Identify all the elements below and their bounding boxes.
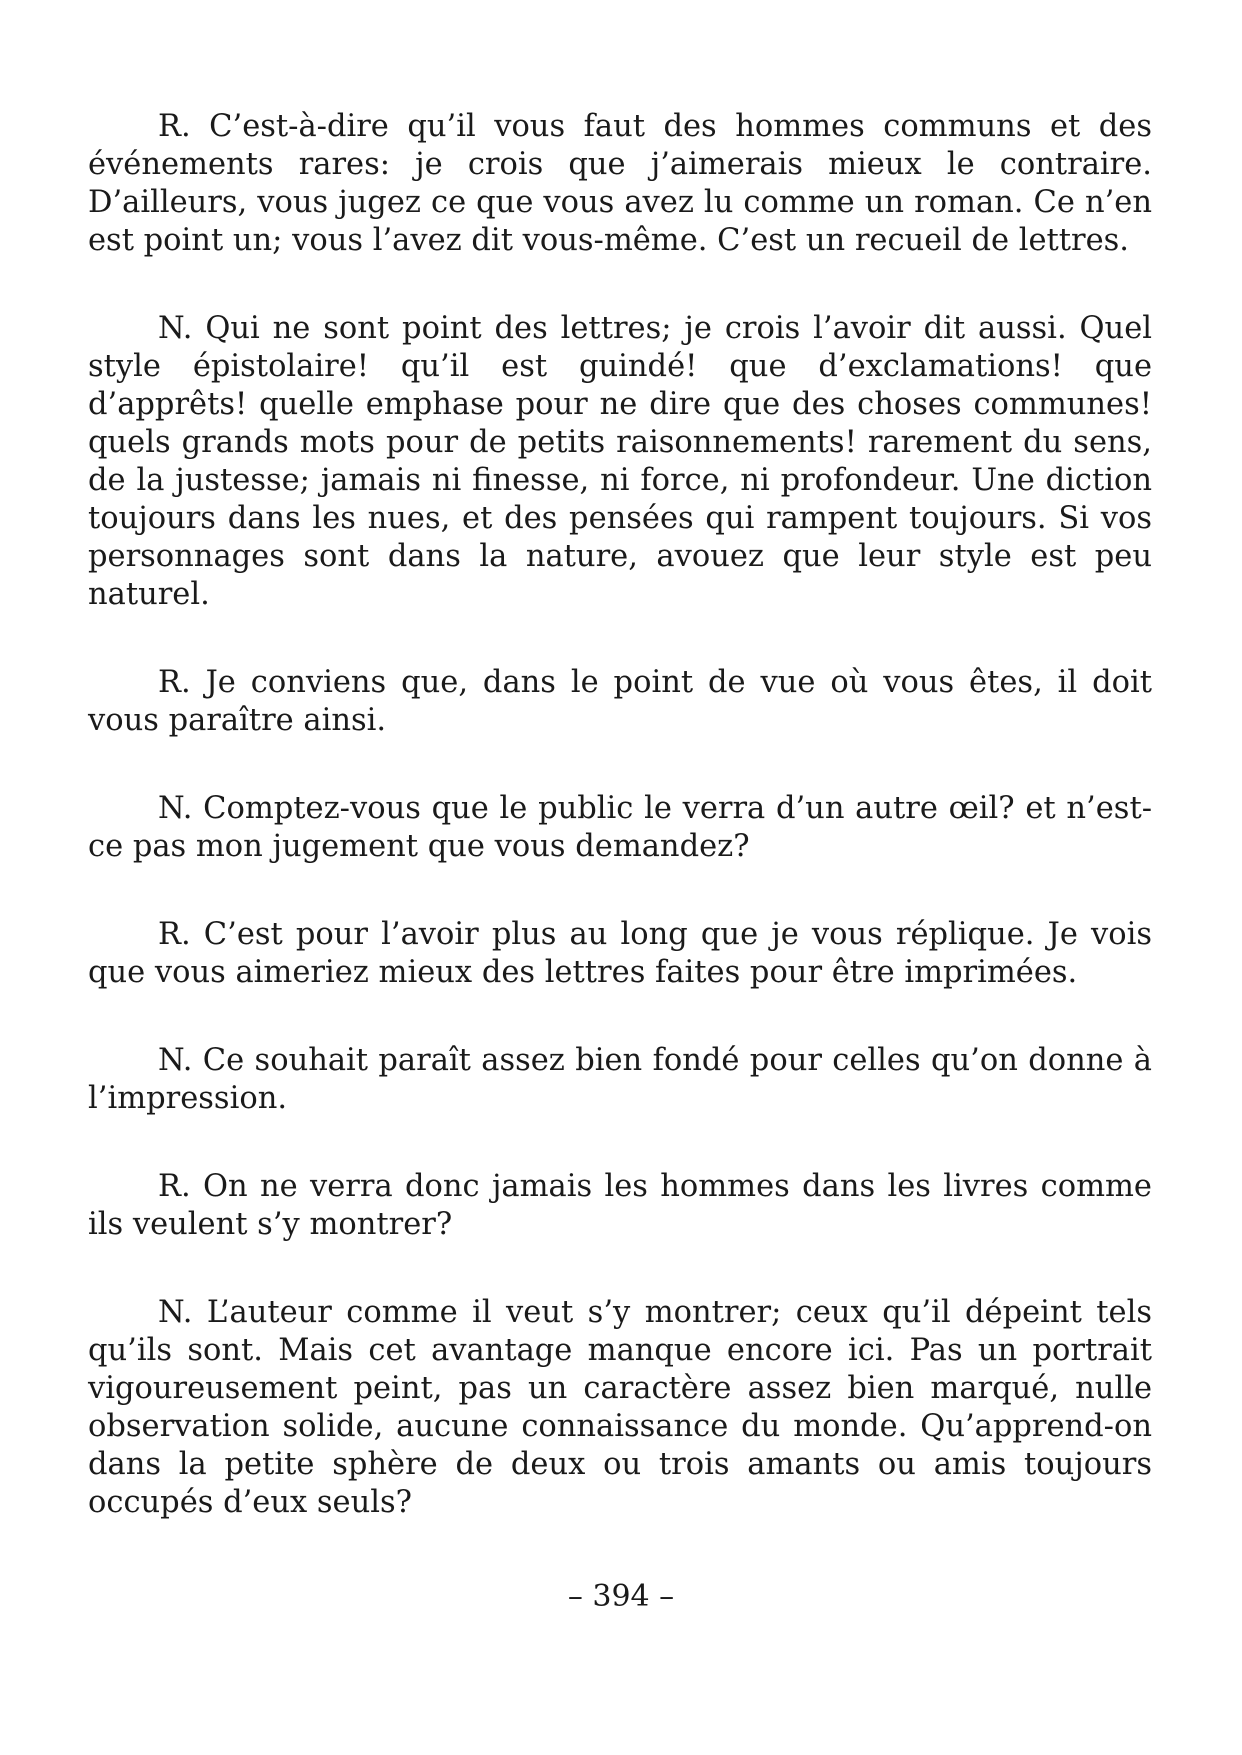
paragraph-6: N. Ce souhait paraît assez bien fondé pour celles qu’on donne à l’impression. xyxy=(88,1043,1152,1116)
paragraph-3: R. Je conviens que, dans le point de vue où vous êtes, il doit vous paraître ainsi. xyxy=(88,665,1152,738)
paragraph-2: N. Qui ne sont point des lettres; je crois l’avoir dit aussi. Quel style épistolaire! qu’il est guindé! que d’exclamations! que d’apprêts! quelle emphase pour ne dire que des choses communes! quels grands mots pour de petits raisonnements! rarement du sens, de la justesse; jamais ni finesse, ni force, ni profondeur. Une diction toujours dans les nues, et des pensées qui rampent toujours. Si vos personnages sont dans la nature, avouez que leur style est peu naturel. xyxy=(88,311,1152,612)
paragraph-5: R. C’est pour l’avoir plus au long que je vous réplique. Je vois que vous aimeriez mieux des lettres faites pour être imprimées. xyxy=(88,917,1152,990)
page-number: – 394 – xyxy=(567,1579,675,1614)
paragraph-4: N. Comptez-vous que le public le verra d’un autre œil? et n’est-ce pas mon jugement que vous demandez? xyxy=(88,791,1152,864)
paragraph-8: N. L’auteur comme il veut s’y montrer; ceux qu’il dépeint tels qu’ils sont. Mais cet avantage manque encore ici. Pas un portrait vigoureusement peint, pas un caractère assez bien marqué, nulle observation solide, aucune connaissance du monde. Qu’apprend-on dans la petite sphère de deux ou trois amants ou amis toujours occupés d’eux seuls? xyxy=(88,1295,1152,1520)
paragraph-7: R. On ne verra donc jamais les hommes dans les livres comme ils veulent s’y montrer? xyxy=(88,1169,1152,1242)
text-body xyxy=(88,108,1152,1572)
paragraph-1: R. C’est-à-dire qu’il vous faut des hommes communs et des événements rares: je crois que j’aimerais mieux le contraire. D’ailleurs, vous jugez ce que vous avez lu comme un roman. Ce n’en est point un; vous l’avez dit vous-même. C’est un recueil de lettres. xyxy=(88,109,1152,258)
